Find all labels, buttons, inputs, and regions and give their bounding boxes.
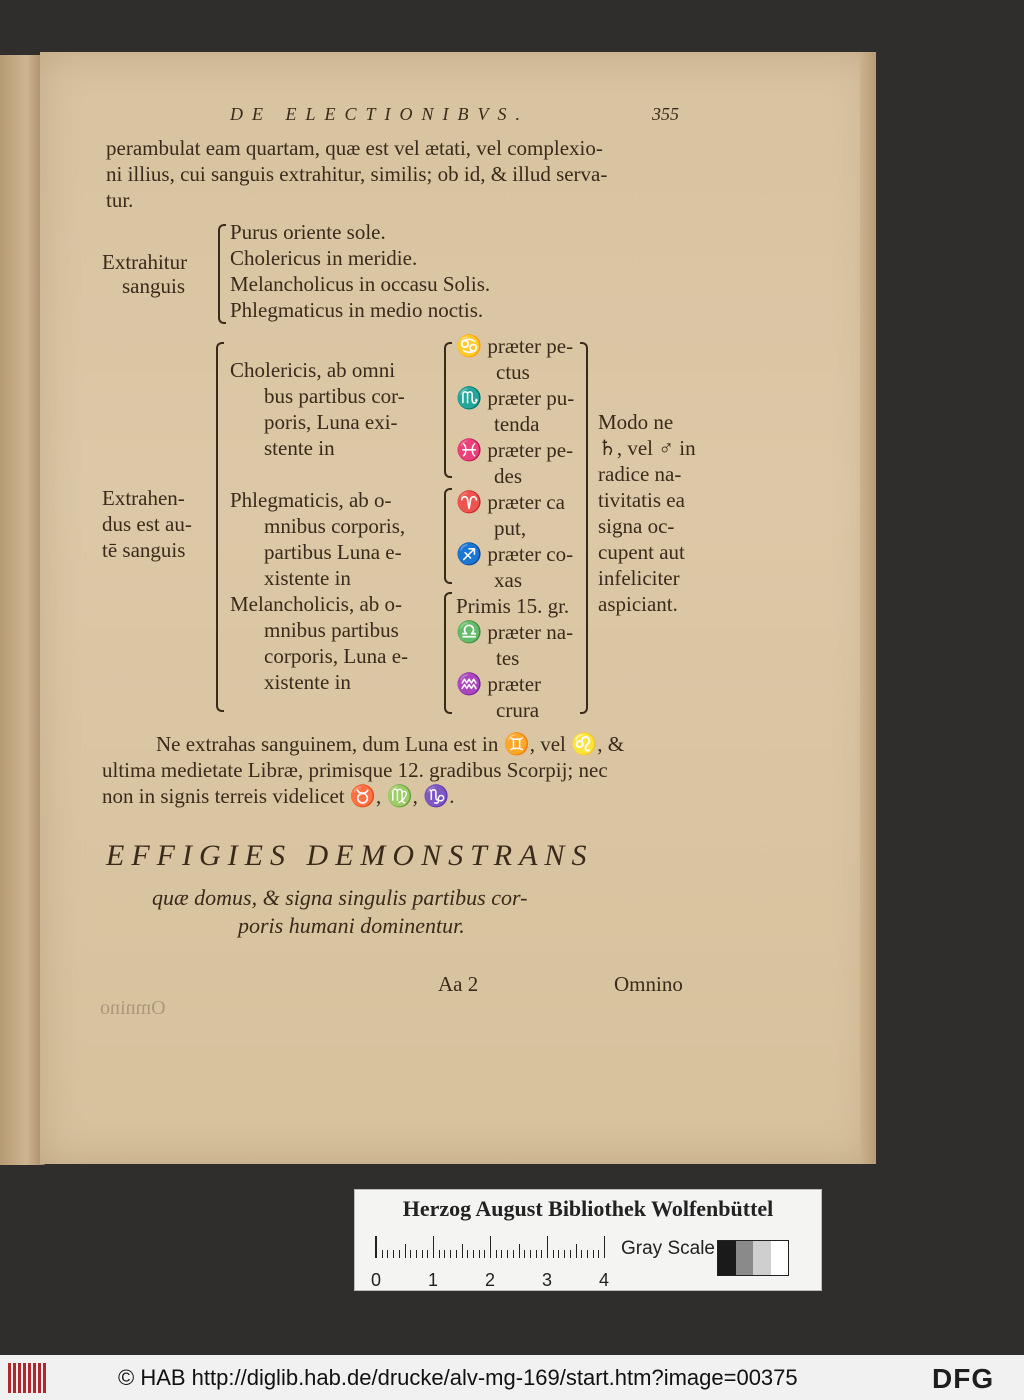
- ruler-tick: [524, 1250, 525, 1258]
- sign-line-15: crura: [496, 698, 540, 722]
- color-reference-card: [354, 1189, 822, 1291]
- ruler-tick: [501, 1250, 502, 1258]
- group2-line-1: Phlegmaticis, ab o-: [230, 488, 392, 512]
- ruler-tick: [444, 1250, 445, 1258]
- ruler-tick: [604, 1236, 605, 1258]
- ruler-tick: [433, 1236, 434, 1258]
- ruler-tick: [422, 1250, 423, 1258]
- card-title: Herzog August Bibliothek Wolfenbüttel: [402, 1196, 774, 1221]
- ruler-tick: [490, 1236, 491, 1258]
- ruler-tick: [484, 1250, 485, 1258]
- table2-label-2: dus est au-: [102, 512, 192, 536]
- closing-line-3: non in signis terreis videlicet ♉, ♍, ♑.: [102, 784, 455, 808]
- section-subheading-2: poris humani dominentur.: [238, 913, 465, 938]
- table1-label-1: Extrahitur: [102, 250, 188, 274]
- sign-line-9: ♐ præter co-: [456, 542, 574, 566]
- ruler-number-0: 0: [371, 1270, 382, 1290]
- group3-line-4: xistente in: [264, 670, 351, 694]
- ruler-tick: [530, 1250, 531, 1258]
- intro-line-3: tur.: [106, 188, 134, 212]
- ruler-number-2: 2: [485, 1270, 496, 1290]
- ruler-tick: [427, 1250, 428, 1258]
- group1-line-3: poris, Luna exi-: [264, 410, 398, 434]
- ruler-tick: [387, 1250, 388, 1258]
- gray-swatch-4: [771, 1241, 789, 1275]
- page-number: 355: [652, 104, 679, 124]
- sign-line-11: Primis 15. gr.: [456, 594, 570, 618]
- ruler-tick: [581, 1250, 582, 1258]
- ruler-number-4: 4: [599, 1270, 610, 1290]
- intro-line-1: perambulat eam quartam, quæ est vel ætati, vel complexio-: [106, 136, 603, 160]
- ruler-tick: [513, 1250, 514, 1258]
- table1-label-2: sanguis: [122, 274, 185, 298]
- closing-line-2: ultima medietate Libræ, primisque 12. gradibus Scorpij; nec: [102, 758, 608, 782]
- note-line-4: tivitatis ea: [598, 488, 685, 512]
- note-line-3: radice na-: [598, 462, 682, 486]
- dfg-logo: DFG: [932, 1363, 995, 1394]
- sign-line-14: ♒ præter: [456, 672, 542, 696]
- ruler-tick: [405, 1244, 406, 1258]
- group2-line-4: xistente in: [264, 566, 351, 590]
- book-page: [40, 52, 874, 1164]
- group2-line-3: partibus Luna e-: [264, 540, 402, 564]
- signature-mark: Aa 2: [438, 972, 479, 996]
- sign-line-13: tes: [496, 646, 520, 670]
- brace-signs-3: [444, 592, 452, 714]
- ruler-tick: [570, 1250, 571, 1258]
- ruler-number-1: 1: [428, 1270, 439, 1290]
- ruler-tick: [456, 1250, 457, 1258]
- brace-note: [580, 342, 588, 714]
- table1-row-1: Purus oriente sole.: [230, 220, 386, 244]
- sign-line-4: tenda: [494, 412, 540, 436]
- section-subheading-1: quæ domus, & signa singulis partibus cor-: [152, 885, 528, 910]
- ruler-tick: [410, 1250, 411, 1258]
- scale-ruler: [375, 1236, 612, 1258]
- ruler-tick: [467, 1250, 468, 1258]
- closing-line-1: Ne extrahas sanguinem, dum Luna est in ♊, vel ♌, &: [156, 732, 625, 756]
- brace-signs-1: [444, 342, 452, 478]
- group1-line-2: bus partibus cor-: [264, 384, 405, 408]
- sign-line-10: xas: [494, 568, 522, 592]
- intro-line-2: ni illius, cui sanguis extrahitur, similis; ob id, & illud serva-: [106, 162, 608, 186]
- note-line-2: ♄, vel ♂ in: [598, 436, 696, 460]
- note-line-5: signa oc-: [598, 514, 675, 538]
- note-line-8: aspiciant.: [598, 592, 678, 616]
- table2-label-1: Extrahen-: [102, 486, 185, 510]
- ruler-tick: [439, 1250, 440, 1258]
- hab-logo-icon: [8, 1363, 48, 1393]
- sign-line-2: ctus: [496, 360, 530, 384]
- table2-label-3: tē sanguis: [102, 538, 186, 562]
- footer-bar: [0, 1355, 1024, 1400]
- ruler-tick: [519, 1244, 520, 1258]
- ruler-tick: [547, 1236, 548, 1258]
- sign-line-5: ♓ præter pe-: [456, 438, 574, 462]
- table1-row-4: Phlegmaticus in medio noctis.: [230, 298, 484, 322]
- catchword: Omnino: [614, 972, 683, 996]
- sign-line-6: des: [494, 464, 522, 488]
- gray-swatch-3: [753, 1241, 771, 1275]
- ruler-tick: [536, 1250, 537, 1258]
- ruler-tick: [393, 1250, 394, 1258]
- ruler-number-3: 3: [542, 1270, 553, 1290]
- gray-swatch-1: [718, 1241, 736, 1275]
- bleed-through-text: Omnino: [100, 997, 166, 1019]
- ruler-tick: [593, 1250, 594, 1258]
- group3-line-1: Melancholicis, ab o-: [230, 592, 403, 616]
- sign-line-7: ♈ præter ca: [456, 490, 565, 514]
- brace-table1: [218, 224, 226, 324]
- brace-table2-outer: [216, 342, 224, 712]
- ruler-tick: [382, 1250, 383, 1258]
- ruler-tick: [587, 1250, 588, 1258]
- ruler-tick: [399, 1250, 400, 1258]
- ruler-tick: [479, 1250, 480, 1258]
- ruler-tick: [576, 1244, 577, 1258]
- ruler-tick: [450, 1250, 451, 1258]
- ruler-tick: [564, 1250, 565, 1258]
- group2-line-2: mnibus corporis,: [264, 514, 406, 538]
- ruler-tick: [553, 1250, 554, 1258]
- group3-line-3: corporis, Luna e-: [264, 644, 409, 668]
- ruler-tick: [473, 1250, 474, 1258]
- group3-line-2: mnibus partibus: [264, 618, 399, 642]
- sign-line-3: ♏ præter pu-: [456, 386, 575, 410]
- ruler-tick: [507, 1250, 508, 1258]
- table1-row-2: Cholericus in meridie.: [230, 246, 418, 270]
- brace-signs-2: [444, 488, 452, 584]
- group1-line-1: Cholericis, ab omni: [230, 358, 396, 382]
- facing-page-edge: [0, 55, 45, 1165]
- ruler-tick: [558, 1250, 559, 1258]
- note-line-1: Modo ne: [598, 410, 674, 434]
- ruler-tick: [376, 1236, 377, 1258]
- gray-swatch-2: [736, 1241, 754, 1275]
- running-title: DE ELECTIONIBVS.: [230, 104, 529, 124]
- ruler-tick: [598, 1250, 599, 1258]
- ruler-tick: [496, 1250, 497, 1258]
- note-line-6: cupent aut: [598, 540, 685, 564]
- page-fore-edge: [860, 52, 876, 1164]
- sign-line-8: put,: [494, 516, 527, 540]
- ruler-tick: [462, 1244, 463, 1258]
- group1-line-4: stente in: [264, 436, 335, 460]
- gray-scale-label: Gray Scale: [621, 1238, 715, 1259]
- ruler-tick: [416, 1250, 417, 1258]
- sign-line-12: ♎ præter na-: [456, 620, 574, 644]
- copyright-url[interactable]: © HAB http://diglib.hab.de/drucke/alv-mg-169/start.htm?image=00375: [118, 1365, 798, 1390]
- section-heading: EFFIGIES DEMONSTRANS: [106, 839, 594, 872]
- ruler-tick: [541, 1250, 542, 1258]
- table1-row-3: Melancholicus in occasu Solis.: [230, 272, 491, 296]
- sign-line-1: ♋ præter pe-: [456, 334, 574, 358]
- gray-scale-swatches: [717, 1240, 789, 1276]
- note-line-7: infeliciter: [598, 566, 680, 590]
